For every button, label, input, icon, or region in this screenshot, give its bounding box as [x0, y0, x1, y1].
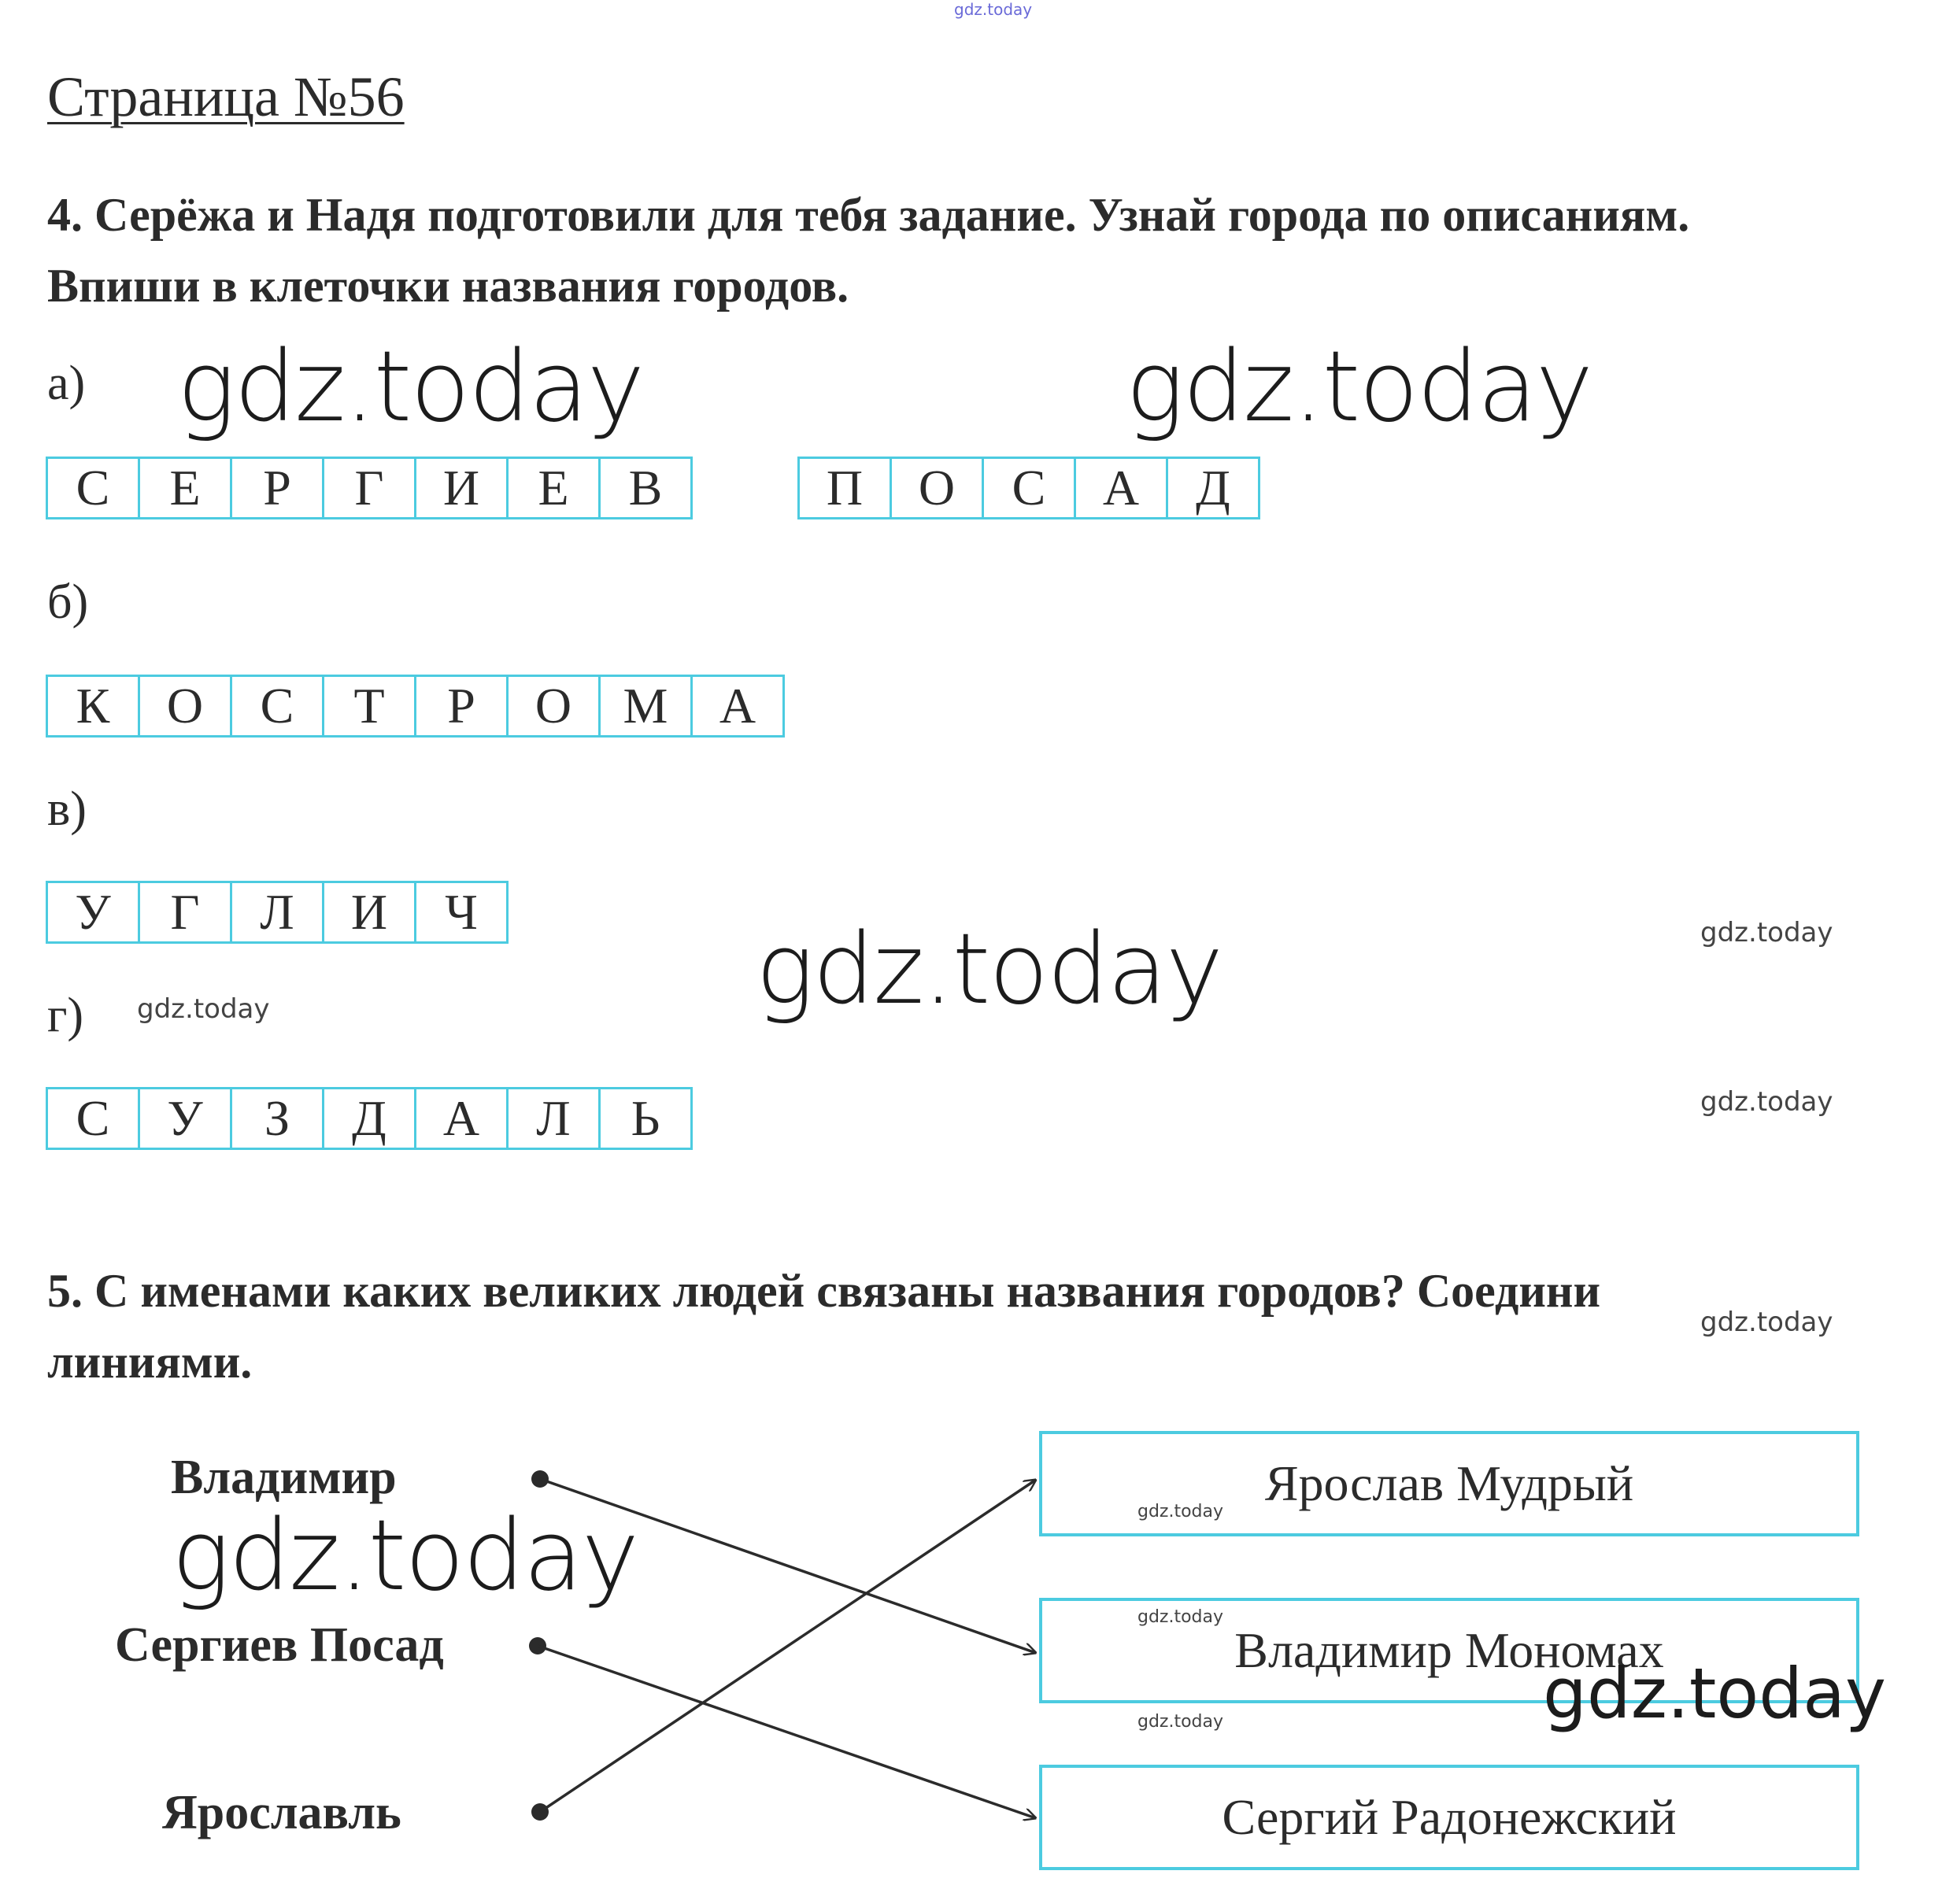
watermark: gdz.today — [1700, 1307, 1833, 1338]
letter-cell: О — [506, 675, 601, 738]
letter-cell: С — [982, 457, 1076, 519]
watermark: gdz.today — [137, 993, 270, 1025]
letter-cell: А — [690, 675, 785, 738]
letter-cell: С — [230, 675, 324, 738]
letter-cell: У — [138, 1087, 232, 1150]
letter-cell: Е — [138, 457, 232, 519]
letter-cell: А — [1074, 457, 1168, 519]
letter-cell: Р — [230, 457, 324, 519]
letter-cell: И — [414, 457, 509, 519]
task4-text-line2: Впиши в клеточки названия городов. — [47, 260, 849, 312]
item-label-g: г) — [47, 989, 84, 1042]
watermark: gdz.today — [1543, 1653, 1887, 1734]
top-site-mark: gdz.today — [954, 0, 1033, 19]
letter-cell: У — [46, 881, 140, 944]
task5-text-line1: 5. С именами каких великих людей связаны названия городов? Соедини — [47, 1265, 1601, 1317]
letter-cell: Е — [506, 457, 601, 519]
letter-cell: Ь — [598, 1087, 693, 1150]
letter-cell: Л — [506, 1087, 601, 1150]
watermark: gdz.today — [1137, 1712, 1224, 1732]
watermark: gdz.today — [1700, 1086, 1833, 1118]
watermark: gdz.today — [756, 913, 1222, 1026]
letter-cell: М — [598, 675, 693, 738]
task4-text-line1: 4. Серёжа и Надя подготовили для тебя задание. Узнай города по описаниям. — [47, 189, 1690, 241]
letter-cell: Г — [322, 457, 416, 519]
page-title: Страница №56 — [47, 65, 405, 128]
letter-cell: Г — [138, 881, 232, 944]
watermark: gdz.today — [1700, 917, 1833, 948]
person-vladimir-monomakh: Владимир Мономах — [1234, 1622, 1664, 1678]
letter-cell: Д — [322, 1087, 416, 1150]
item-label-v: в) — [47, 782, 87, 836]
letter-cell: З — [230, 1087, 324, 1150]
letter-cell: О — [138, 675, 232, 738]
letter-cell: Ч — [414, 881, 509, 944]
person-sergiy-radonezhsky: Сергий Радонежский — [1222, 1789, 1677, 1845]
watermark: gdz.today — [1137, 1502, 1224, 1521]
letter-cell: С — [46, 457, 140, 519]
letter-cell: О — [890, 457, 984, 519]
item-label-b: б) — [47, 575, 89, 629]
letter-cell: Р — [414, 675, 509, 738]
letter-cell: Л — [230, 881, 324, 944]
item-label-a: а) — [47, 357, 86, 410]
city-sergiev-posad: Сергиев Посад — [115, 1618, 444, 1672]
watermark: gdz.today — [1126, 331, 1592, 444]
watermark: gdz.today — [172, 1499, 638, 1613]
letter-cell: П — [797, 457, 892, 519]
person-yaroslav-mudry: Ярослав Мудрый — [1264, 1455, 1634, 1511]
letter-cell: И — [322, 881, 416, 944]
letter-cell: Т — [322, 675, 416, 738]
letter-cell: Д — [1166, 457, 1260, 519]
task5-text-line2: линиями. — [47, 1336, 253, 1388]
watermark: gdz.today — [177, 331, 644, 444]
letter-cell: А — [414, 1087, 509, 1150]
letter-cell: К — [46, 675, 140, 738]
letter-cell: В — [598, 457, 693, 519]
city-vladimir: Владимир — [171, 1451, 397, 1504]
city-yaroslavl: Ярославль — [162, 1786, 401, 1839]
watermark: gdz.today — [1137, 1607, 1224, 1627]
link-sergiev-posad-to-radonezhsky — [538, 1646, 1036, 1818]
letter-cell: С — [46, 1087, 140, 1150]
